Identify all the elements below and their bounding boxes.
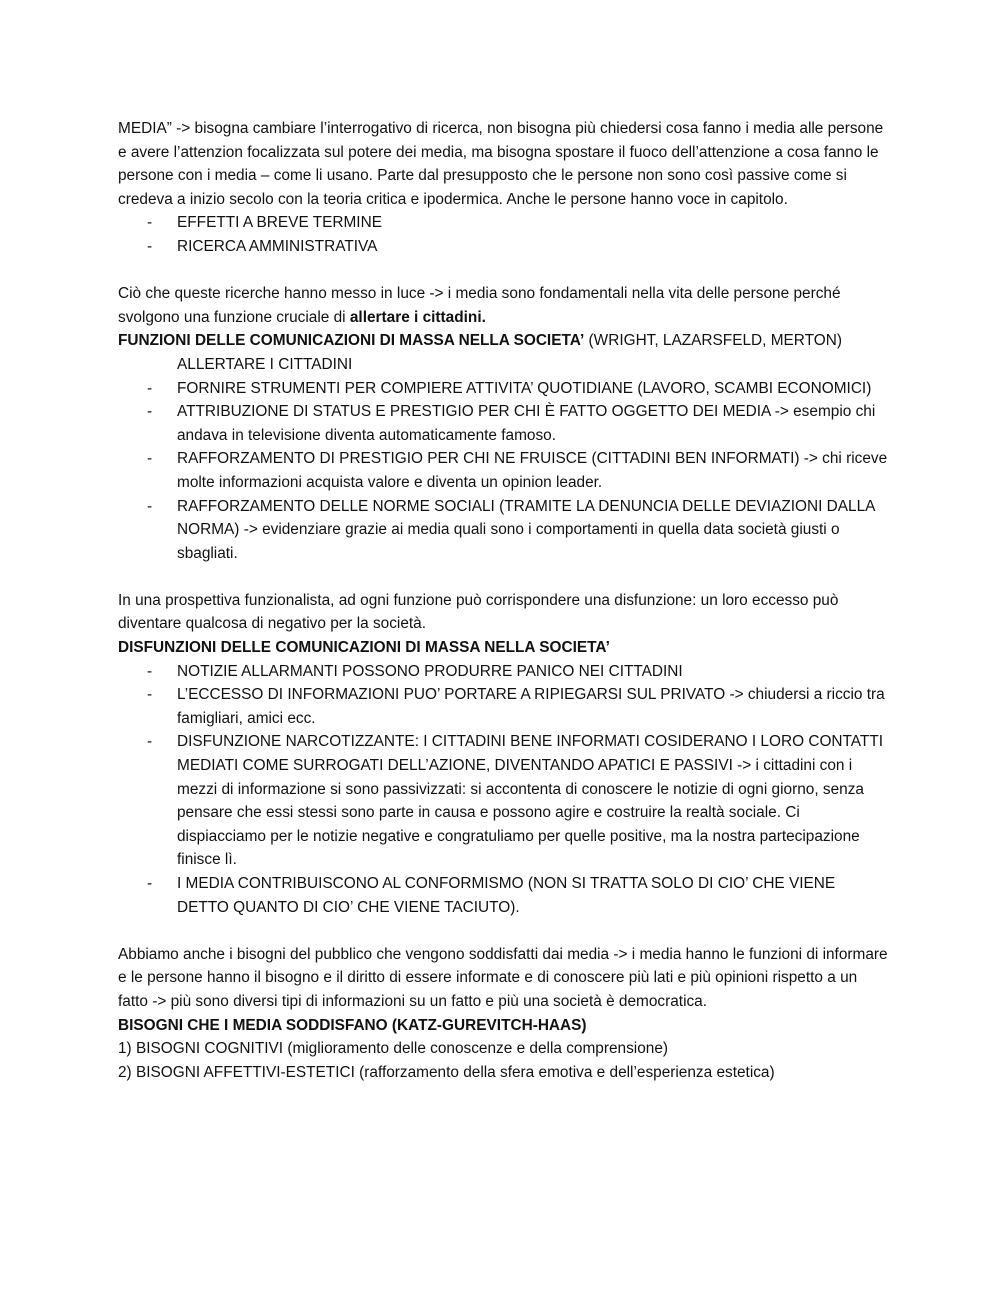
funzionalista-paragraph: In una prospettiva funzionalista, ad ogni funzione può corrispondere una disfunzione: un loro eccesso può diventare qualcosa di negativo per la società.	[118, 591, 839, 633]
research-bold: allertare i cittadini.	[349, 308, 486, 326]
bisogni-item: 1) BISOGNI COGNITIVI (miglioramento delle conoscenze e della comprensione)	[118, 1040, 669, 1058]
list-item: - ATTRIBUZIONE DI STATUS E PRESTIGIO PER CHI È FATTO OGGETTO DEI MEDIA -> esempio chi andava in televisione diventa automaticamente famoso.	[118, 400, 888, 447]
list-dash: -	[147, 686, 153, 704]
bisogni-item: 2) BISOGNI AFFETTIVI-ESTETICI (rafforzamento della sfera emotiva e dell’esperienza estetica)	[118, 1063, 775, 1081]
intro-list	[118, 211, 888, 258]
list-dash: -	[147, 237, 153, 255]
paragraph-gap	[118, 259, 888, 283]
paragraph-gap	[118, 919, 888, 943]
funzioni-first-item: ALLERTARE I CITTADINI	[177, 355, 353, 373]
list-dash: -	[147, 875, 153, 892]
funzioni-list	[118, 377, 888, 566]
list-item: - DISFUNZIONE NARCOTIZZANTE: I CITTADINI BENE INFORMATI COSIDERANO I LORO CONTATTI MEDIATI COME SURROGATI DELL’AZIONE, DIVENTANDO APATICI E PASSIVI -> i cittadini con i mezzi di informazione si sono passivizzati: si accontenta di conoscere le notizie di ogni giorno, senza pensare che essi stessi sono parte in causa e possono agire e costruire la realtà sociale. Ci dispiacciamo per le notizie negative e congratuliamo per quelle positive, ma la nostra partecipazione finisce lì.	[118, 730, 888, 872]
list-item: - L’ECCESSO DI INFORMAZIONI PUO’ PORTARE A RIPIEGARSI SUL PRIVATO -> chiudersi a riccio tra famigliari, amici ecc.	[118, 683, 888, 730]
list-dash: -	[147, 379, 153, 397]
list-dash: -	[147, 662, 153, 680]
bisogni-intro-paragraph: Abbiamo anche i bisogni del pubblico che vengono soddisfatti dai media -> i media hanno le funzioni di informare e le persone hanno il bisogno e il diritto di essere informate e di conoscere più lati e più opinioni rispetto a un fatto -> più sono diversi tipi di informazioni su un fatto e più una società è democratica.	[118, 945, 888, 1010]
list-item: - NOTIZIE ALLARMANTI POSSONO PRODURRE PANICO NEI CITTADINI	[118, 660, 888, 684]
list-dash: -	[147, 214, 153, 232]
bisogni-heading: BISOGNI CHE I MEDIA SODDISFANO (KATZ-GUREVITCH-HAAS)	[118, 1016, 587, 1034]
research-paragraph: Ciò che queste ricerche hanno messo in luce -> i media sono fondamentali nella vita delle persone perché svolgono una funzione cruciale di allertare i cittadini.	[118, 285, 841, 326]
list-item: - RICERCA AMMINISTRATIVA	[118, 235, 888, 259]
disfunzioni-heading: DISFUNZIONI DELLE COMUNICAZIONI DI MASSA NELLA SOCIETA’	[118, 639, 610, 657]
list-dash: -	[147, 450, 153, 468]
paragraph-gap	[118, 565, 888, 589]
list-item: - EFFETTI A BREVE TERMINE	[118, 211, 888, 235]
list-item: - FORNIRE STRUMENTI PER COMPIERE ATTIVITA’ QUOTIDIANE (LAVORO, SCAMBI ECONOMICI)	[118, 377, 888, 401]
funzioni-heading: FUNZIONI DELLE COMUNICAZIONI DI MASSA NELLA SOCIETA’ (WRIGHT, LAZARSFELD, MERTON)	[118, 332, 842, 350]
list-dash: -	[147, 403, 153, 421]
document-page	[118, 117, 888, 1084]
list-item: - I MEDIA CONTRIBUISCONO AL CONFORMISMO (NON SI TRATTA SOLO DI CIO’ CHE VIENE DETTO QUANTO DI CIO’ CHE VIENE TACIUTO).	[118, 872, 888, 919]
list-dash: -	[147, 497, 153, 515]
intro-paragraph: MEDIA” -> bisogna cambiare l’interrogativo di ricerca, non bisogna più chiedersi cosa fanno i media alle persone e avere l’attenzion focalizzata sul potere dei media, ma bisogna spostare il fuoco dell’attenzione a cosa fanno le persone con i media – come li usano. Parte dal presupposto che le persone non sono così passive come si credeva a inizio secolo con la teoria critica e ipodermica. Anche le persone hanno voce in capitolo.	[118, 120, 884, 208]
list-dash: -	[147, 733, 153, 751]
list-item: - RAFFORZAMENTO DELLE NORME SOCIALI (TRAMITE LA DENUNCIA DELLE DEVIAZIONI DALLA NORMA) -> evidenziare grazie ai media quali sono i comportamenti in quella data società giusti o sbagliati.	[118, 495, 888, 566]
list-item: - RAFFORZAMENTO DI PRESTIGIO PER CHI NE FRUISCE (CITTADINI BEN INFORMATI) -> chi riceve molte informazioni acquista valore e diventa un opinion leader.	[118, 447, 888, 494]
disfunzioni-list	[118, 660, 888, 920]
